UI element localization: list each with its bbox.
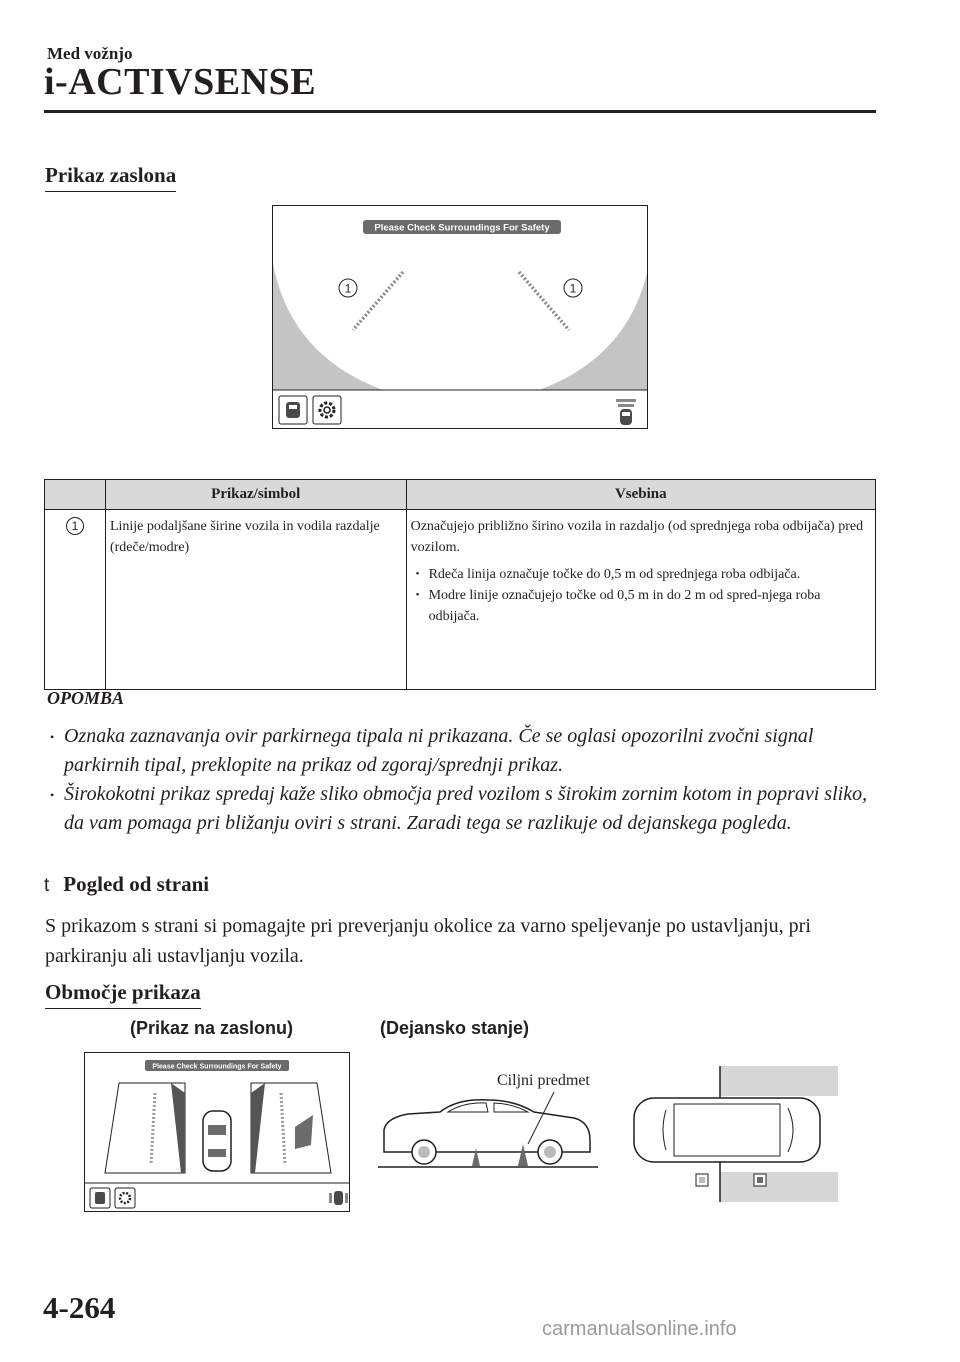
- settings-gear-icon[interactable]: [313, 396, 341, 424]
- svg-text:1: 1: [569, 281, 577, 296]
- symbol-table: [44, 479, 876, 690]
- front-view-car-icon: [616, 399, 636, 425]
- side-view-heading-text: Pogled od strani: [63, 872, 210, 896]
- right-guide-line: [519, 272, 569, 330]
- view-switch-icon[interactable]: [279, 396, 307, 424]
- header-divider: [44, 110, 876, 113]
- content-text: Označujejo približno širino vozila in razdaljo (od sprednjega roba odbijača) pred vozilom.: [410, 519, 864, 555]
- left-guide-line: [353, 272, 403, 330]
- target-object-label: Ciljni predmet: [497, 1072, 590, 1089]
- list-item: • Modre linije označujejo točke od 0,5 m in do 2 m od spred-njega roba odbijača.: [411, 585, 871, 627]
- svg-text:1: 1: [344, 281, 352, 296]
- table-header-cell: Vsebina: [406, 480, 875, 510]
- table-row: [45, 510, 876, 690]
- table-symbol-cell: Linije podaljšane širine vozila in vodila razdalje (rdeče/modre): [105, 510, 406, 690]
- caption-screen: (Prikaz na zaslonu): [130, 1018, 294, 1038]
- side-view-heading: [44, 872, 209, 897]
- section-marker-icon: t: [44, 875, 50, 896]
- watermark: carmanualsonline.info: [542, 1318, 737, 1340]
- content-bullets: [411, 564, 871, 627]
- callout-marker: 1: [66, 517, 84, 535]
- table-header-row: [45, 480, 876, 510]
- note-list: [47, 722, 877, 838]
- side-view-paragraph: S prikazom s strani si pomagajte pri preverjanju okolice za varno speljevanje po ustavljanju, pri parkiranju ali ustavljanju vozila.: [45, 915, 811, 967]
- side-safety-banner-text: Please Check Surroundings For Safety: [152, 1063, 282, 1071]
- section-name: Med vožnjo: [47, 44, 133, 63]
- caption-actual: (Dejansko stanje): [380, 1018, 530, 1038]
- right-blind-area: [539, 264, 648, 390]
- side-view-car-icon: [334, 1191, 343, 1205]
- front-camera-screen: [272, 205, 648, 429]
- table-content-cell: [406, 510, 875, 690]
- side-settings-gear-icon[interactable]: [115, 1188, 135, 1208]
- safety-banner-text: Please Check Surroundings For Safety: [374, 222, 550, 234]
- display-area-heading: Območje prikaza: [45, 980, 201, 1009]
- page-number: 4-264: [43, 1290, 116, 1325]
- chapter-title: i-ACTIVSENSE: [44, 61, 317, 103]
- table-header-cell: [45, 480, 106, 510]
- table-header-cell: Prikaz/simbol: [105, 480, 406, 510]
- table-marker-cell: [45, 510, 106, 690]
- front-camera-illustration: [273, 206, 648, 429]
- side-camera-screen: [84, 1052, 350, 1212]
- left-blind-area: [273, 264, 383, 390]
- list-item: • Širokokotni prikaz spredaj kaže sliko območja pred vozilom s širokim zornim kotom in popravi sliko, da vam pomaga pri bližanju oviri s strani. Zaradi tega se razlikuje od dejanskega pogleda.: [47, 780, 877, 838]
- note-title: OPOMBA: [47, 688, 125, 708]
- list-item: • Rdeča linija označuje točke do 0,5 m od sprednjega roba odbijača.: [411, 564, 871, 585]
- car-top-illustration: [630, 1062, 842, 1204]
- side-camera-illustration: [85, 1053, 350, 1212]
- display-heading: Prikaz zaslona: [45, 163, 176, 192]
- list-item: • Oznaka zaznavanja ovir parkirnega tipala ni prikazana. Če se oglasi opozorilni zvočni signal parkirnih tipal, preklopite na prikaz od zgoraj/sprednji prikaz.: [47, 722, 877, 780]
